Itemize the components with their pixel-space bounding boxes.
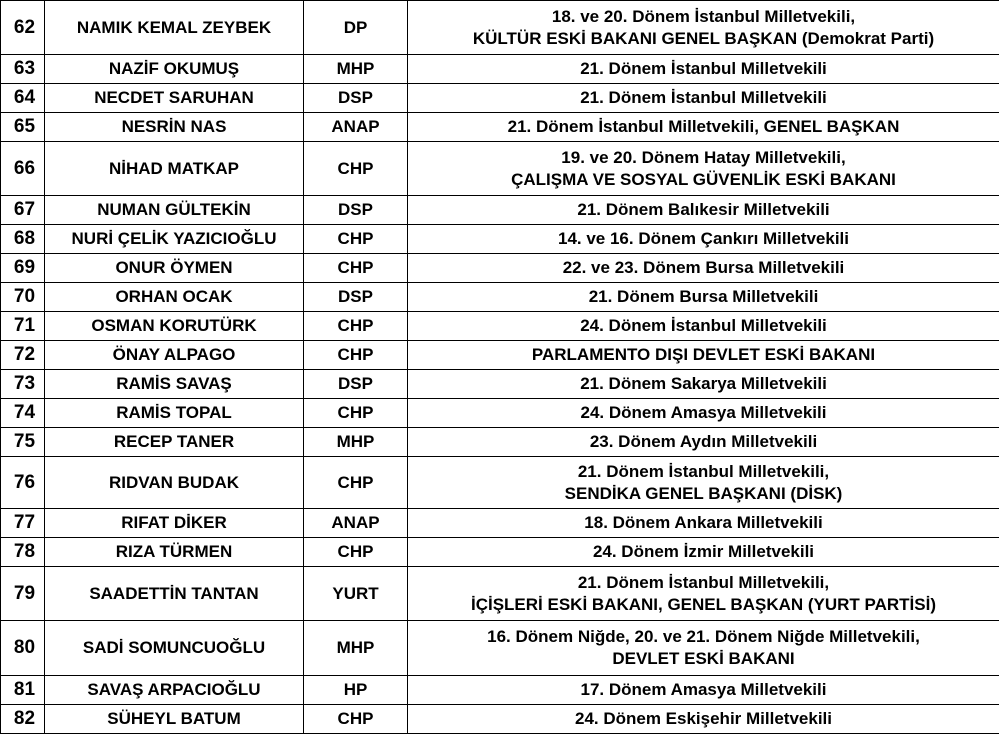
table-row [1,621,999,676]
description-line: 18. ve 20. Dönem İstanbul Milletvekili, [551,6,856,26]
description-line: 21. Dönem İstanbul Milletvekili [580,88,827,107]
member-name: RIZA TÜRMEN [45,538,304,567]
member-description [408,705,999,734]
member-description [408,196,999,225]
member-description [408,457,999,509]
row-number: 63 [1,55,45,84]
description-line: 21. Dönem Sakarya Milletvekili [580,374,827,393]
description-line: 21. Dönem Balıkesir Milletvekili [577,200,830,219]
description-line: 24. Dönem İzmir Milletvekili [592,542,815,561]
party-code: ANAP [304,113,408,142]
description-line: 23. Dönem Aydın Milletvekili [589,432,818,451]
table-row [1,1,999,55]
description-line: 17. Dönem Amasya Milletvekili [580,680,827,699]
party-code: CHP [304,399,408,428]
member-description [408,399,999,428]
row-number: 68 [1,225,45,254]
row-number: 70 [1,283,45,312]
row-number: 73 [1,370,45,399]
party-code: YURT [304,567,408,621]
member-name: NESRİN NAS [45,113,304,142]
table-row [1,142,999,196]
description-line: 21. Dönem İstanbul Milletvekili, GENEL BAŞKAN [507,117,900,136]
party-code: DSP [304,283,408,312]
member-description [408,538,999,567]
party-code: ANAP [304,509,408,538]
party-code: DSP [304,196,408,225]
member-description [408,225,999,254]
table-row [1,312,999,341]
table-row [1,567,999,621]
description-line: 21. Dönem İstanbul Milletvekili [580,59,827,78]
table-row [1,84,999,113]
row-number: 79 [1,567,45,621]
row-number: 75 [1,428,45,457]
description-line: 18. Dönem Ankara Milletvekili [584,513,823,532]
party-code: CHP [304,142,408,196]
table-row [1,254,999,283]
member-name: SAVAŞ ARPACIOĞLU [45,676,304,705]
member-name: SÜHEYL BATUM [45,705,304,734]
member-name: NAMIK KEMAL ZEYBEK [45,1,304,55]
party-code: CHP [304,225,408,254]
party-code: CHP [304,312,408,341]
description-line: 19. ve 20. Dönem Hatay Milletvekili, [561,147,846,167]
member-name: RECEP TANER [45,428,304,457]
table-row [1,113,999,142]
member-description [408,142,999,196]
member-name: NİHAD MATKAP [45,142,304,196]
description-line: 24. Dönem Amasya Milletvekili [580,403,827,422]
member-name: ORHAN OCAK [45,283,304,312]
row-number: 69 [1,254,45,283]
member-name: ÖNAY ALPAGO [45,341,304,370]
description-line: 24. Dönem Eskişehir Milletvekili [574,709,832,728]
table-row [1,676,999,705]
member-name: RIDVAN BUDAK [45,457,304,509]
party-code: DP [304,1,408,55]
row-number: 78 [1,538,45,567]
table-row [1,538,999,567]
row-number: 74 [1,399,45,428]
member-name: RAMİS TOPAL [45,399,304,428]
member-description [408,283,999,312]
row-number: 62 [1,1,45,55]
member-description [408,312,999,341]
row-number: 82 [1,705,45,734]
member-description [408,113,999,142]
description-line: 21. Dönem İstanbul Milletvekili, [577,572,830,592]
party-code: CHP [304,538,408,567]
table-row [1,283,999,312]
table-row [1,705,999,734]
description-line: 14. ve 16. Dönem Çankırı Milletvekili [557,229,850,248]
party-code: DSP [304,370,408,399]
row-number: 64 [1,84,45,113]
member-name: RAMİS SAVAŞ [45,370,304,399]
party-code: CHP [304,705,408,734]
member-description [408,509,999,538]
member-description [408,567,999,621]
row-number: 66 [1,142,45,196]
description-line: DEVLET ESKİ BAKANI [612,649,795,668]
member-description [408,428,999,457]
party-code: MHP [304,428,408,457]
row-number: 77 [1,509,45,538]
member-name: NECDET SARUHAN [45,84,304,113]
party-code: CHP [304,341,408,370]
row-number: 71 [1,312,45,341]
member-name: OSMAN KORUTÜRK [45,312,304,341]
member-name: NURİ ÇELİK YAZICIOĞLU [45,225,304,254]
description-line: 21. Dönem Bursa Milletvekili [588,287,819,306]
row-number: 81 [1,676,45,705]
member-description [408,55,999,84]
member-name: NAZİF OKUMUŞ [45,55,304,84]
party-code: MHP [304,55,408,84]
party-code: CHP [304,254,408,283]
table-row [1,428,999,457]
row-number: 67 [1,196,45,225]
description-line: İÇİŞLERİ ESKİ BAKANI, GENEL BAŞKAN (YURT PARTİSİ) [470,594,936,614]
party-code: HP [304,676,408,705]
description-line: 16. Dönem Niğde, 20. ve 21. Dönem Niğde Milletvekili, [487,627,920,646]
member-name: SAADETTİN TANTAN [45,567,304,621]
row-number: 65 [1,113,45,142]
table-row [1,370,999,399]
row-number: 80 [1,621,45,676]
member-description [408,341,999,370]
member-name: SADİ SOMUNCUOĞLU [45,621,304,676]
member-description [408,676,999,705]
member-description [408,621,999,676]
table-row [1,225,999,254]
member-description [408,254,999,283]
row-number: 76 [1,457,45,509]
table-row [1,399,999,428]
member-description [408,84,999,113]
member-name: NUMAN GÜLTEKİN [45,196,304,225]
description-line: 24. Dönem İstanbul Milletvekili [580,316,827,335]
member-description [408,1,999,55]
member-description [408,370,999,399]
description-line: SENDİKA GENEL BAŞKANI (DİSK) [564,483,843,503]
table-row [1,509,999,538]
table-row [1,341,999,370]
party-code: DSP [304,84,408,113]
description-line: ÇALIŞMA VE SOSYAL GÜVENLİK ESKİ BAKANI [511,169,896,189]
description-line: KÜLTÜR ESKİ BAKANI GENEL BAŞKAN (Demokrat Parti) [472,28,935,48]
member-name: RIFAT DİKER [45,509,304,538]
member-name: ONUR ÖYMEN [45,254,304,283]
row-number: 72 [1,341,45,370]
table-row [1,196,999,225]
table-row [1,55,999,84]
party-code: MHP [304,621,408,676]
description-line: 22. ve 23. Dönem Bursa Milletvekili [562,258,845,277]
description-line: PARLAMENTO DIŞI DEVLET ESKİ BAKANI [531,345,876,364]
description-line: 21. Dönem İstanbul Milletvekili, [577,461,830,481]
table-row [1,457,999,509]
party-code: CHP [304,457,408,509]
